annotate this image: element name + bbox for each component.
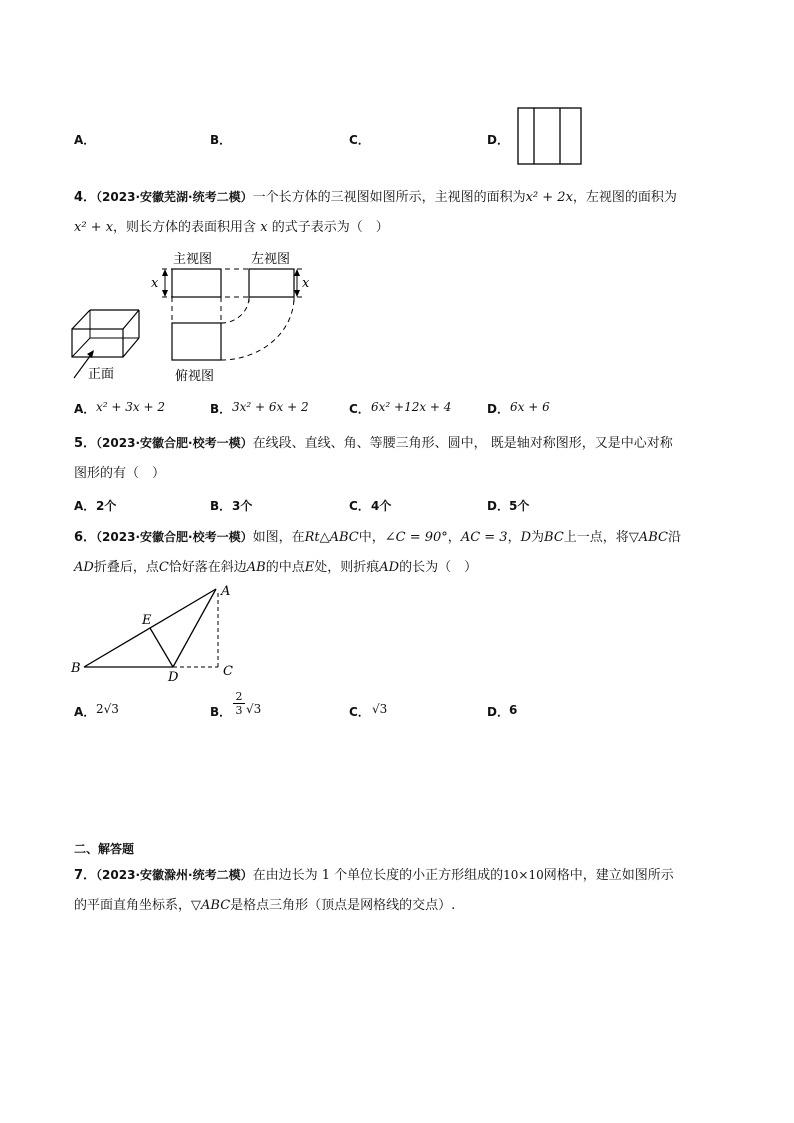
q6-text-2e: 的长为（ ） <box>399 560 478 575</box>
q6-line-1 <box>74 528 681 547</box>
q6-text-2a: 折叠后，点 <box>93 560 159 575</box>
q3-option-d-figure <box>517 107 583 165</box>
q6-figure <box>66 580 246 686</box>
q4-text-2: ，左视图的面积为 <box>572 190 677 205</box>
q3-option-c-label: C． <box>349 133 370 147</box>
q6-text-1c: 为 <box>531 530 545 545</box>
q4-line-2 <box>74 219 389 237</box>
q6-option-a-value: 2√3 <box>96 702 119 716</box>
q4-option-b-value: 3x² + 6x + 2 <box>232 400 309 414</box>
q4-option-b-label: B． <box>210 402 232 416</box>
q5-option-d-value: 5个 <box>509 499 530 513</box>
q6-option-b-rad: √3 <box>246 702 262 716</box>
q6-point-d: D <box>168 670 179 685</box>
q6-option-c-label: C． <box>349 705 370 719</box>
q4-source: （2023·安徽芜湖·统考二模） <box>96 190 253 204</box>
q5-option-b-label: B． <box>210 499 232 513</box>
q6-option-a-label: A． <box>74 705 96 719</box>
q7-source: （2023·安徽滁州·统考二模） <box>96 868 253 882</box>
q6-rt: Rt△ABC <box>304 530 359 545</box>
q4-option-c-label: C． <box>349 402 370 416</box>
q4-option-a-label: A． <box>74 402 96 416</box>
q4-var: x <box>260 220 268 235</box>
q5-option-b-value: 3个 <box>232 499 253 513</box>
q6-number: 6． <box>74 530 97 545</box>
q4-line-1 <box>74 188 677 207</box>
q4-top-view <box>172 323 221 360</box>
q4-option-d-label: D． <box>487 402 509 416</box>
q4-text-1: 一个长方体的三视图如图所示，主视图的面积为 <box>252 190 526 205</box>
q5-line-2: 图形的有（ ） <box>74 466 166 481</box>
q4-dim-x-left: x <box>151 276 159 291</box>
q5-option-a-label: A． <box>74 499 96 513</box>
q4-side-area: x² + x <box>74 220 114 235</box>
q4-front-view <box>172 269 221 297</box>
q6-line-2 <box>74 559 477 577</box>
q4-option-c-value: 6x² +12x + 4 <box>371 400 452 414</box>
q6-point-b: B <box>71 661 81 676</box>
q6-point-a: A <box>221 584 231 599</box>
q4-left-view-label: 左视图 <box>251 252 291 267</box>
q6-sep-1: ， <box>447 530 461 545</box>
q7-text-2a: 的平面直角坐标系， <box>74 898 192 913</box>
q4-cuboid <box>72 310 139 357</box>
q4-option-a-value: x² + 3x + 2 <box>96 400 165 414</box>
q6-option-c-value: √3 <box>372 702 388 716</box>
q6-ad2: AD <box>379 560 400 575</box>
q4-text-3: ，则长方体的表面积用含 <box>113 220 257 235</box>
q6-ac: AC = 3 <box>460 530 508 545</box>
q6-option-d-label: D． <box>487 705 509 719</box>
q4-front-view-label: 主视图 <box>173 252 213 267</box>
q5-option-d-label: D． <box>487 499 509 513</box>
q5-number: 5． <box>74 436 97 451</box>
q6-option-b-num: 2 <box>235 690 243 703</box>
q6-option-b-fraction <box>233 690 245 717</box>
q7-text-1: 在由边长为 1 个单位长度的小正方形组成的 <box>252 868 504 883</box>
q7-line-2 <box>74 897 455 915</box>
q4-option-d-value: 6x + 6 <box>510 400 550 414</box>
q6-ad: AD <box>74 560 94 575</box>
q4-top-view-label: 俯视图 <box>175 369 215 384</box>
q7-text-1b: 网格中，建立如图所示 <box>543 868 674 883</box>
q7-grid: 10×10 <box>503 868 544 882</box>
q6-text-1a: 如图，在 <box>252 530 305 545</box>
q7-number: 7． <box>74 868 97 883</box>
q6-point-c: C <box>223 664 233 679</box>
q6-text-2b: 恰好落在斜边 <box>168 560 247 575</box>
q7-tri: ▽ABC <box>191 898 231 913</box>
q6-option-d-value: 6 <box>509 703 518 717</box>
q6-option-b-den: 3 <box>233 703 245 717</box>
q6-option-b-label: B． <box>210 705 232 719</box>
q6-source: （2023·安徽合肥·校考一模） <box>96 530 253 544</box>
q6-tri: ▽ABC <box>628 530 668 545</box>
q4-text-4: 的式子表示为（ ） <box>271 220 389 235</box>
q4-dim-x-right: x <box>302 276 310 291</box>
q4-front-label: 正面 <box>88 367 115 382</box>
q4-number: 4． <box>74 190 97 205</box>
q4-front-area: x² + 2x <box>525 190 573 205</box>
q6-c: C <box>158 560 169 575</box>
q3-option-d-label: D． <box>487 133 509 147</box>
q6-text-2d: 处，则折痕 <box>314 560 380 575</box>
q5-text-1: 在线段、直线、角、等腰三角形、圆中， 既是轴对称图形，又是中心对称 <box>252 436 673 451</box>
q6-text-1d: 上一点，将 <box>563 530 629 545</box>
q6-text-2c: 的中点 <box>265 560 305 575</box>
q3-option-b-label: B． <box>210 133 232 147</box>
q5-source: （2023·安徽合肥·校考一模） <box>96 436 253 450</box>
q6-text-1e: 沿 <box>667 530 681 545</box>
q6-sep-2: ， <box>507 530 521 545</box>
q6-e: E <box>304 560 315 575</box>
q6-angle: ∠C = 90° <box>384 530 448 545</box>
q6-point-e: E <box>142 613 152 628</box>
section-2-title: 二、解答题 <box>74 842 135 856</box>
q3-option-a-label: A． <box>74 133 96 147</box>
q5-option-c-value: 4个 <box>371 499 392 513</box>
q7-line-1 <box>74 866 674 885</box>
q6-bc: BC <box>544 530 564 545</box>
q5-option-a-value: 2个 <box>96 499 117 513</box>
q6-ab: AB <box>246 560 266 575</box>
q4-left-view <box>249 269 294 297</box>
q5-option-c-label: C． <box>349 499 370 513</box>
q6-text-1b: 中， <box>358 530 385 545</box>
q4-figure <box>65 246 325 386</box>
q6-d: D <box>520 530 532 545</box>
q5-line-1 <box>74 434 673 453</box>
q7-text-2b: 是格点三角形（顶点是网格线的交点）. <box>230 898 456 913</box>
